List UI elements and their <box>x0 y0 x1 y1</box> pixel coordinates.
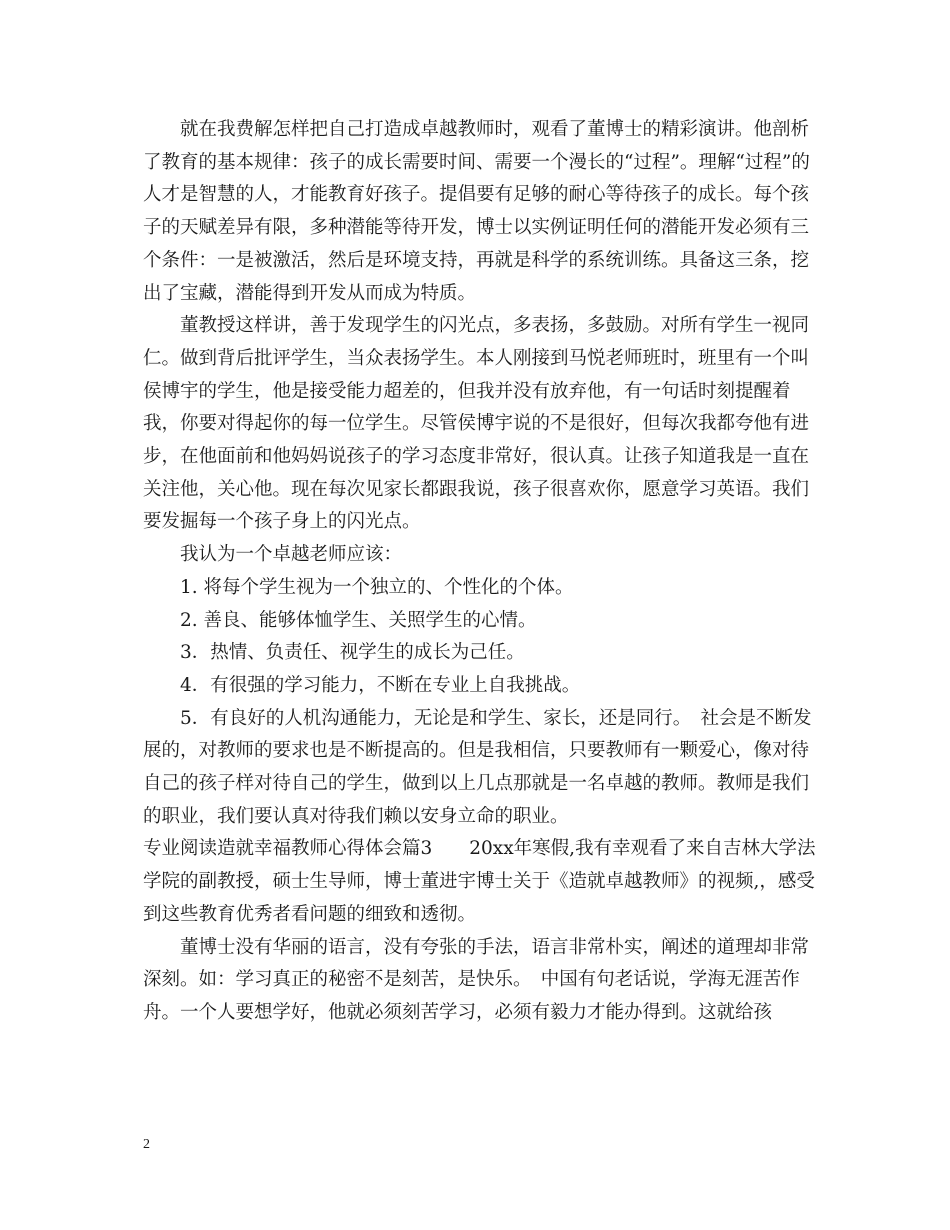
page-number: 2 <box>143 1137 150 1152</box>
section-heading-paragraph: 专业阅读造就幸福教师心得体会篇3 20xx年寒假,我有幸观看了来自吉林大学法学院的副教授，硕士生导师，博士董进宇博士关于《造就卓越教师》的视频,，感受到这些教育优秀者看问题的细致和透彻。 <box>143 838 816 925</box>
paragraph-1: 就在我费解怎样把自己打造成卓越教师时，观看了董博士的精彩演讲。他剖析了教育的基本规律：孩子的成长需要时间、需要一个漫长的“过程”。理解“过程”的人才是智慧的人，才能教育好孩子。提倡要有足够的耐心等待孩子的成长。每个孩子的天赋差异有限，多种潜能等待开发，博士以实例证明任何的潜能开发必须有三个条件：一是被激活，然后是环境支持，再就是科学的系统训练。具备这三条，挖出了宝藏，潜能得到开发从而成为特质。 <box>143 119 810 304</box>
list-item-5: 5．有良好的人机沟通能力，无论是和学生、家长，还是同行。 社会是不断发展的，对教师的要求也是不断提高的。但是我相信，只要教师有一颗爱心，像对待自己的孩子样对待自己的学生，做到以上几点那就是一名卓越的教师。教师是我们的职业，我们要认真对待我们赖以安身立命的职业。 <box>143 707 812 827</box>
list-item-1: 1. 将每个学生视为一个独立的、个性化的个体。 <box>180 576 574 598</box>
list-item-3: 3．热情、负责任、视学生的成长为己任。 <box>180 642 525 664</box>
paragraph-4: 董博士没有华丽的语言，没有夸张的手法，语言非常朴实，阐述的道理却非常深刻。如：学习真正的秘密不是刻苦，是快乐。 中国有句老话说，学海无涯苦作舟。一个人要想学好，他就必须刻苦学习，必须有毅力才能办得到。这就给孩 <box>143 936 810 1023</box>
list-item-2: 2. 善良、能够体恤学生、关照学生的心情。 <box>180 609 537 631</box>
list-item-4: 4．有很强的学习能力，不断在专业上自我挑战。 <box>180 674 581 696</box>
paragraph-3: 我认为一个卓越老师应该： <box>180 544 403 566</box>
paragraph-2: 董教授这样讲，善于发现学生的闪光点，多表扬，多鼓励。对所有学生一视同仁。做到背后批评学生，当众表扬学生。本人刚接到马悦老师班时，班里有一个叫侯博宇的学生，他是接受能力超差的，但我并没有放弃他，有一句话时刻提醒着我，你要对得起你的每一位学生。尽管侯博宇说的不是很好，但每次我都夸他有进步，在他面前和他妈妈说孩子的学习态度非常好，很认真。让孩子知道我是一直在关注他，关心他。现在每次见家长都跟我说，孩子很喜欢你，愿意学习英语。我们要发掘每一个孩子身上的闪光点。 <box>143 315 810 533</box>
document-body <box>143 114 819 1030</box>
